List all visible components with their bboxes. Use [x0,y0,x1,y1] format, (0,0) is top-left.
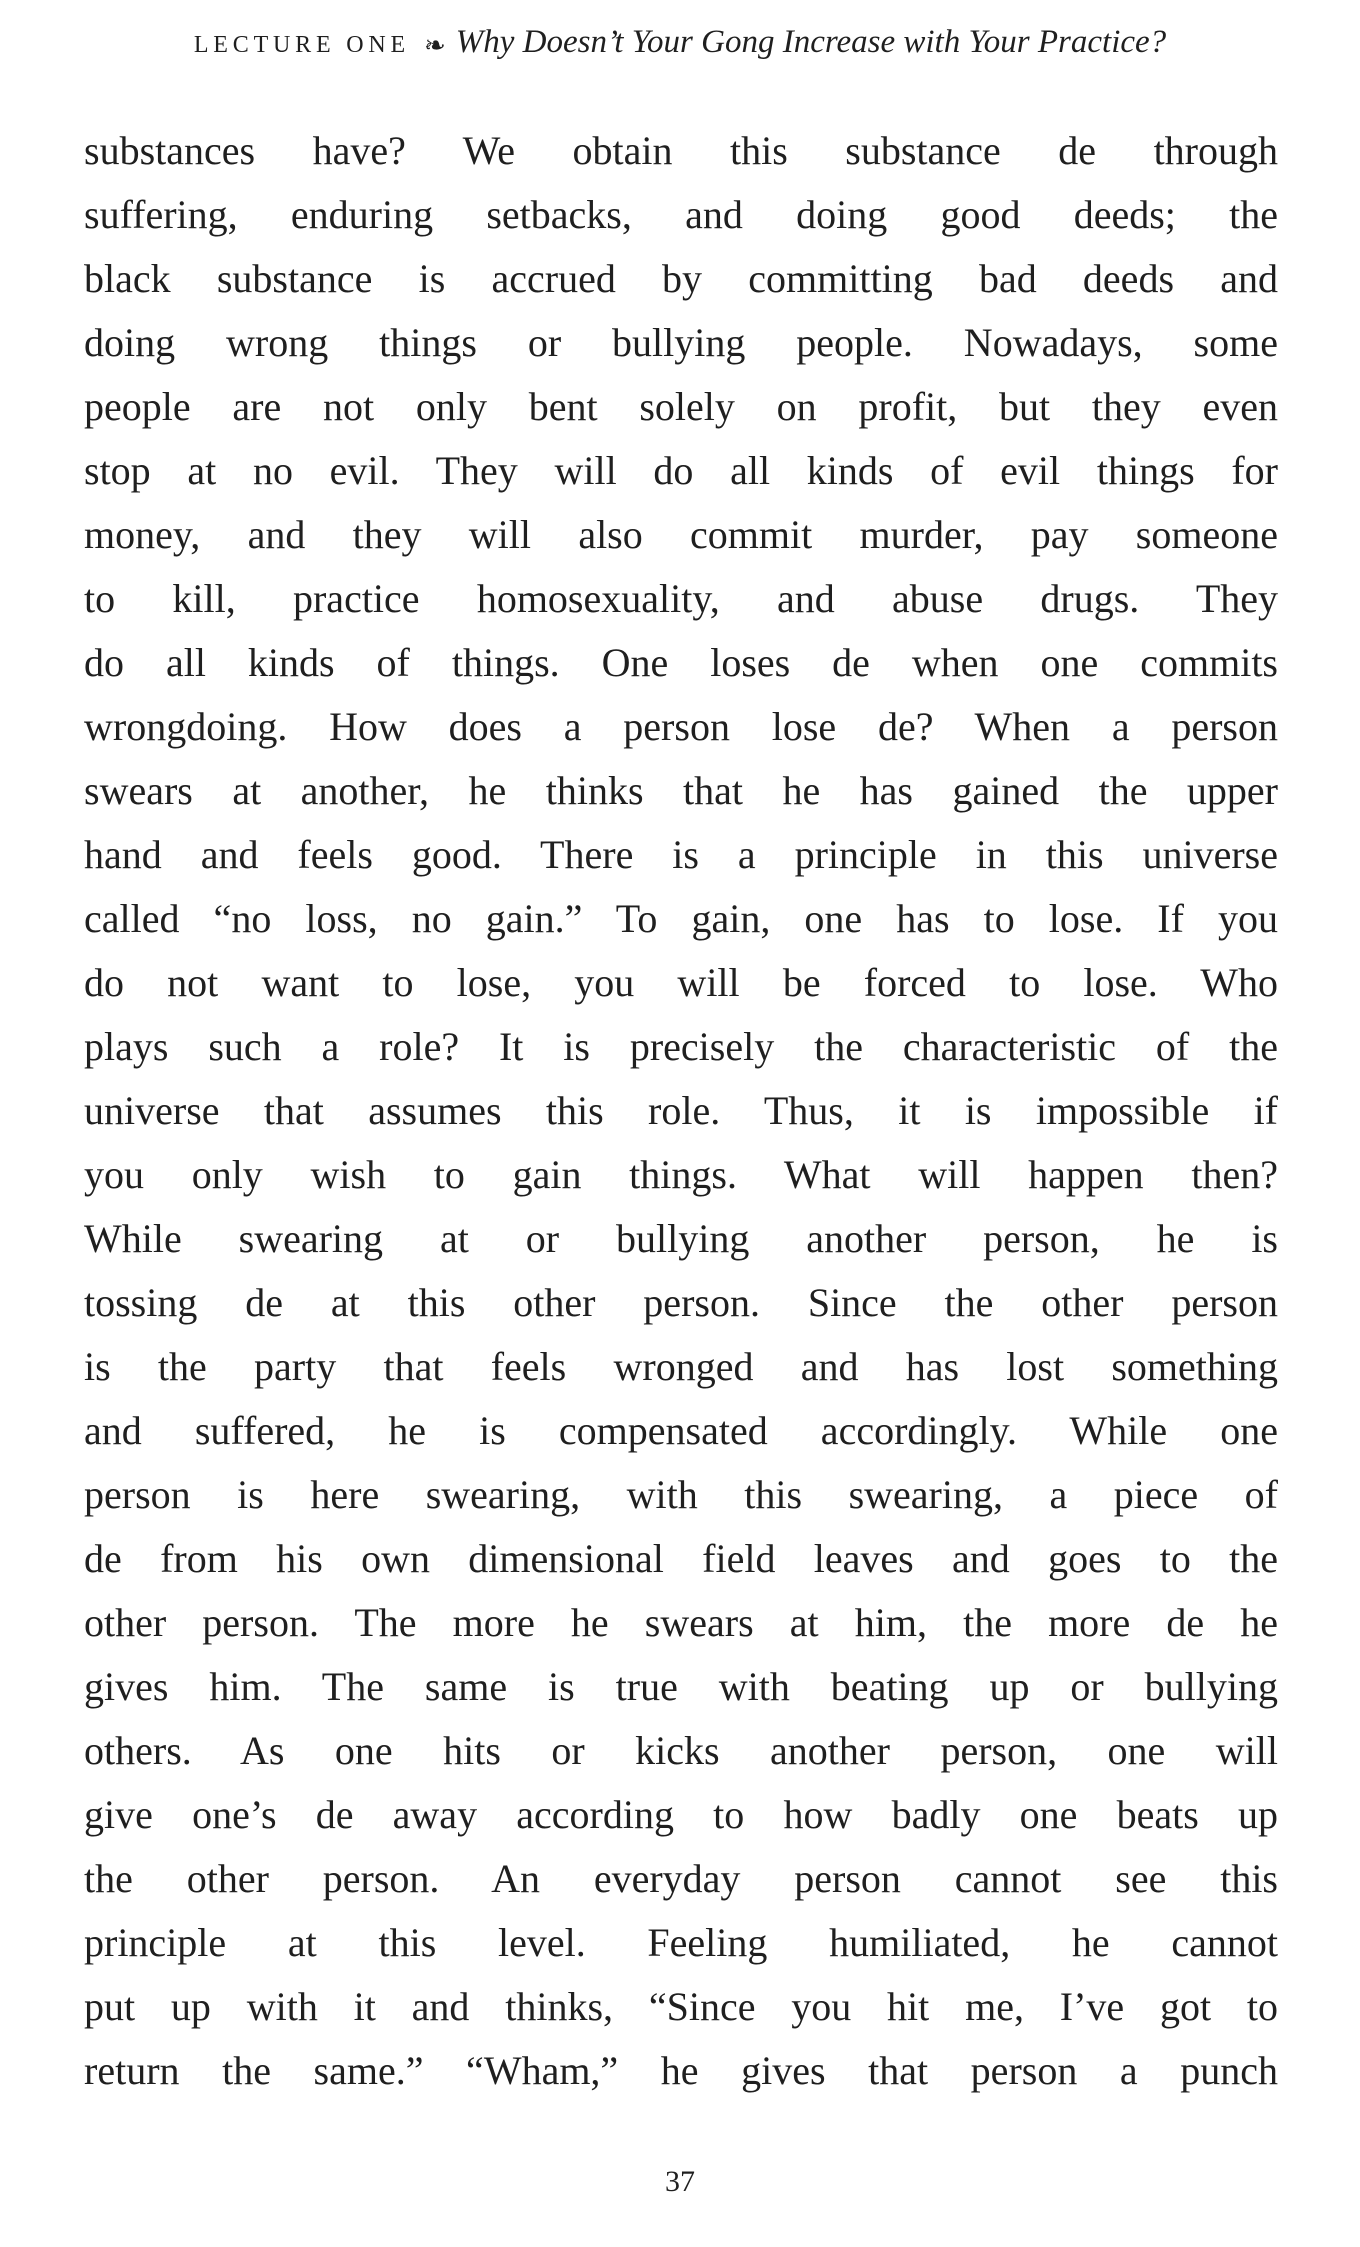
body-text-line: universe that assumes this role. Thus, it is impossible if [84,1088,1278,1133]
body-text-line: principle at this level. Feeling humiliated, he cannot [84,1920,1278,1965]
body-text-line: While swearing at or bullying another person, he is [84,1216,1278,1261]
body-text-line: to kill, practice homosexuality, and abuse drugs. They [84,576,1278,621]
body-text-line: other person. The more he swears at him, the more de he [84,1600,1278,1645]
body-text-line: swears at another, he thinks that he has gained the upper [84,768,1278,813]
fleuron-icon: ❧ [423,31,446,60]
body-text-line: return the same.” “Wham,” he gives that person a punch [84,2048,1278,2093]
body-text-line: stop at no evil. They will do all kinds of evil things for [84,448,1278,493]
body-text-line: black substance is accrued by committing bad deeds and [84,256,1278,301]
body-text-line: plays such a role? It is precisely the characteristic of the [84,1024,1278,1069]
body-text-line: hand and feels good. There is a principle in this universe [84,832,1278,877]
page-footer [0,2165,1360,2199]
body-text-line: the other person. An everyday person cannot see this [84,1856,1278,1901]
body-text-line: tossing de at this other person. Since the other person [84,1280,1278,1325]
body-text-line: you only wish to gain things. What will happen then? [84,1152,1278,1197]
body-text-line: is the party that feels wronged and has lost something [84,1344,1278,1389]
body-text-line: doing wrong things or bullying people. Nowadays, some [84,320,1278,365]
body-text-line: give one’s de away according to how badly one beats up [84,1792,1278,1837]
body-text-line: wrongdoing. How does a person lose de? When a person [84,704,1278,749]
body-text-line: money, and they will also commit murder, pay someone [84,512,1278,557]
body-text-line: and suffered, he is compensated accordingly. While one [84,1408,1278,1453]
body-text-line: substances have? We obtain this substance de through [84,128,1278,173]
body-text-line: de from his own dimensional field leaves and goes to the [84,1536,1278,1581]
body-text-line: others. As one hits or kicks another person, one will [84,1728,1278,1773]
chapter-title: Why Doesn’t Your Gong Increase with Your Practice? [455,24,1167,60]
body-text [0,119,1360,2103]
body-text-line: people are not only bent solely on profit, but they even [84,384,1278,429]
page-number: 37 [665,2165,695,2198]
body-text-line: do not want to lose, you will be forced to lose. Who [84,960,1278,1005]
body-text-line: person is here swearing, with this swearing, a piece of [84,1472,1278,1517]
body-text-line: called “no loss, no gain.” To gain, one has to lose. If you [84,896,1278,941]
section-label: LECTURE ONE [193,32,410,58]
body-text-line: gives him. The same is true with beating up or bullying [84,1664,1278,1709]
body-text-line: do all kinds of things. One loses de when one commits [84,640,1278,685]
body-text-line: suffering, enduring setbacks, and doing good deeds; the [84,192,1278,237]
body-text-line: put up with it and thinks, “Since you hit me, I’ve got to [84,1984,1278,2029]
running-header [0,24,1360,61]
